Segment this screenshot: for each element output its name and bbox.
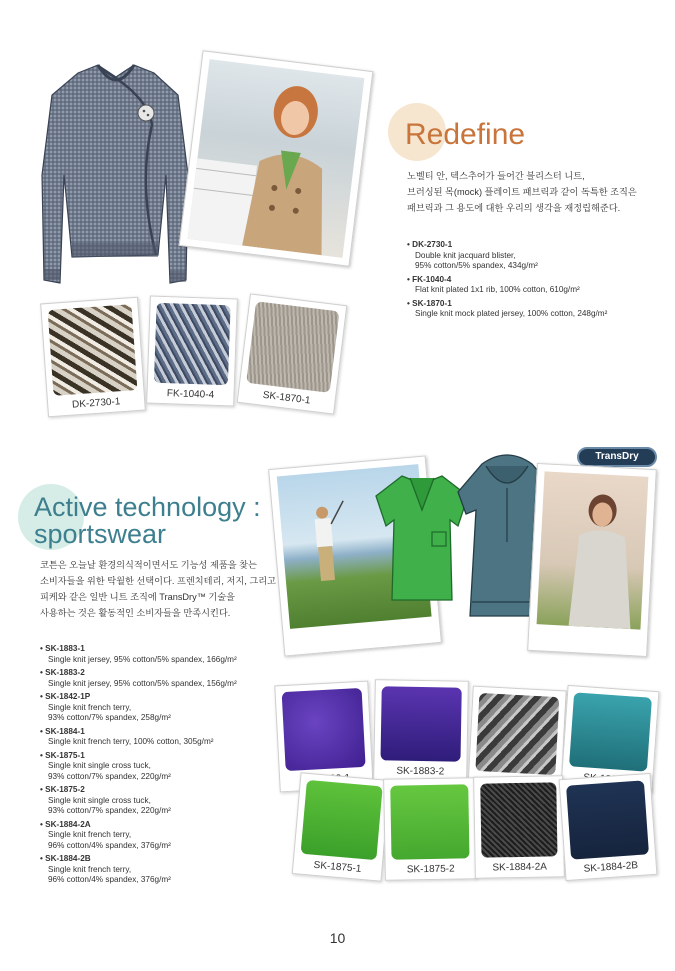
spec-desc: 96% cotton/4% spandex, 376g/m²	[48, 875, 171, 884]
fabric-swatch	[282, 688, 366, 771]
fabric-sample-fk-1040-4	[146, 295, 238, 406]
sample-label: SK-1883-2	[396, 765, 445, 778]
fabric-swatch	[480, 782, 557, 857]
fabric-swatch	[301, 780, 383, 860]
body-line: 소비자들을 위한 탁월한 선택이다. 프렌치테리, 저지, 그리고	[40, 576, 276, 586]
fabric-sample-sk-1883-2	[373, 679, 469, 783]
section-title-active-technology	[34, 494, 261, 548]
section2-spec-list	[40, 644, 290, 889]
fabric-swatch	[48, 304, 138, 396]
sample-label: FK-1040-4	[166, 388, 215, 401]
spec-code: • SK-1883-2	[40, 668, 290, 679]
spec-code: • DK-2730-1	[407, 240, 667, 251]
model-photo	[188, 59, 365, 258]
spec-item	[407, 275, 667, 296]
spec-desc: 96% cotton/4% spandex, 376g/m²	[48, 840, 171, 850]
spec-desc: 93% cotton/7% spandex, 220g/m²	[48, 806, 171, 815]
spec-desc: Single knit french terry,	[48, 830, 132, 839]
sample-label: SK-1884-2B	[583, 860, 639, 875]
spec-item	[40, 644, 290, 665]
spec-desc: Single knit french terry, 100% cotton, 305g/m²	[48, 737, 214, 746]
spec-code: • SK-1884-2A	[40, 820, 290, 831]
woman-photo-frame	[527, 463, 657, 657]
spec-code: • SK-1870-1	[407, 299, 667, 310]
spec-desc: Flat knit plated 1x1 rib, 100% cotton, 610g/m²	[415, 285, 580, 294]
sample-label: SK-1884-2A	[492, 861, 548, 874]
spec-item	[40, 692, 290, 724]
body-line: 패브릭과 그 용도에 대한 우리의 생각을 재정립해준다.	[407, 203, 621, 213]
spec-desc: Double knit jacquard blister,	[415, 250, 516, 260]
spec-desc: 93% cotton/7% spandex, 220g/m²	[48, 771, 171, 781]
body-line: 노벨티 안, 텍스추어가 들어간 블리스터 니트,	[407, 171, 585, 181]
spec-item	[40, 751, 290, 783]
page-number: 10	[329, 930, 346, 946]
fabric-swatch	[390, 784, 469, 859]
fabric-swatch	[154, 303, 231, 386]
sample-label: SK-1875-1	[313, 859, 362, 875]
spec-desc: Single knit french terry,	[48, 864, 132, 874]
section1-spec-list	[407, 240, 667, 323]
title-line: sportswear	[34, 519, 167, 549]
spec-desc: Single knit single cross tuck,	[48, 761, 151, 770]
section2-body	[40, 557, 290, 621]
spec-desc: Single knit jersey, 95% cotton/5% spandex, 156g/m²	[48, 678, 237, 688]
spec-desc: 95% cotton/5% spandex, 434g/m²	[415, 261, 538, 270]
spec-code: • SK-1884-2B	[40, 854, 290, 865]
spec-code: • FK-1040-4	[407, 275, 667, 286]
spec-desc: 93% cotton/7% spandex, 258g/m²	[48, 713, 171, 722]
body-line: 사용하는 것은 활동적인 소비자들을 만족시킨다.	[40, 608, 231, 618]
spec-item	[40, 820, 290, 852]
fabric-sample-sk-1884-2b	[559, 773, 658, 881]
fabric-sample-dk-2730-1	[40, 297, 146, 418]
body-line: 피케와 같은 일반 니트 조직에 TransDry™ 기술을	[40, 592, 236, 602]
section1-body	[407, 168, 667, 216]
fabric-sample-sk-1884-2a	[473, 775, 565, 879]
fabric-swatch	[566, 780, 649, 859]
spec-desc: Single knit french terry,	[48, 702, 132, 712]
model-photo-frame	[179, 50, 374, 266]
fabric-swatch	[246, 301, 339, 393]
spec-code: • SK-1842-1P	[40, 692, 290, 703]
spec-code: • SK-1883-1	[40, 644, 290, 655]
spec-item	[40, 668, 290, 689]
transdry-badge: TransDry	[577, 447, 657, 467]
fabric-swatch	[380, 686, 461, 761]
sample-label: SK-1875-2	[406, 863, 455, 876]
body-line: 브러싱된 목(mock) 플레이트 패브릭과 같이 독특한 조직은	[407, 187, 637, 197]
fabric-sample-sk-1875-2	[383, 777, 477, 881]
spec-code: • SK-1875-2	[40, 785, 290, 796]
fabric-sample-sk-1875-1	[292, 772, 391, 881]
spec-code: • SK-1884-1	[40, 727, 290, 738]
spec-code: • SK-1875-1	[40, 751, 290, 762]
spec-item	[40, 854, 290, 886]
title-line: Active technology :	[34, 492, 261, 522]
spec-item	[407, 299, 667, 320]
spec-item	[407, 240, 667, 272]
spec-item	[40, 727, 290, 748]
spec-desc: Single knit jersey, 95% cotton/5% spandex, 166g/m²	[48, 654, 237, 664]
sample-label: DK-2730-1	[71, 396, 121, 411]
sample-label: SK-1870-1	[262, 389, 311, 407]
spec-desc: Single knit mock plated jersey, 100% cotton, 248g/m²	[415, 309, 608, 318]
spec-item	[40, 785, 290, 817]
cardigan-illustration	[38, 55, 193, 290]
spec-desc: Single knit single cross tuck,	[48, 795, 151, 805]
section-title-redefine: Redefine	[405, 118, 526, 151]
woman-photo	[537, 471, 649, 629]
fabric-sample-sk-1870-1	[237, 293, 348, 414]
fabric-swatch	[569, 692, 652, 771]
body-line: 코튼은 오늘날 환경의식적이면서도 기능성 제품을 찾는	[40, 560, 257, 570]
fabric-swatch	[475, 693, 559, 775]
